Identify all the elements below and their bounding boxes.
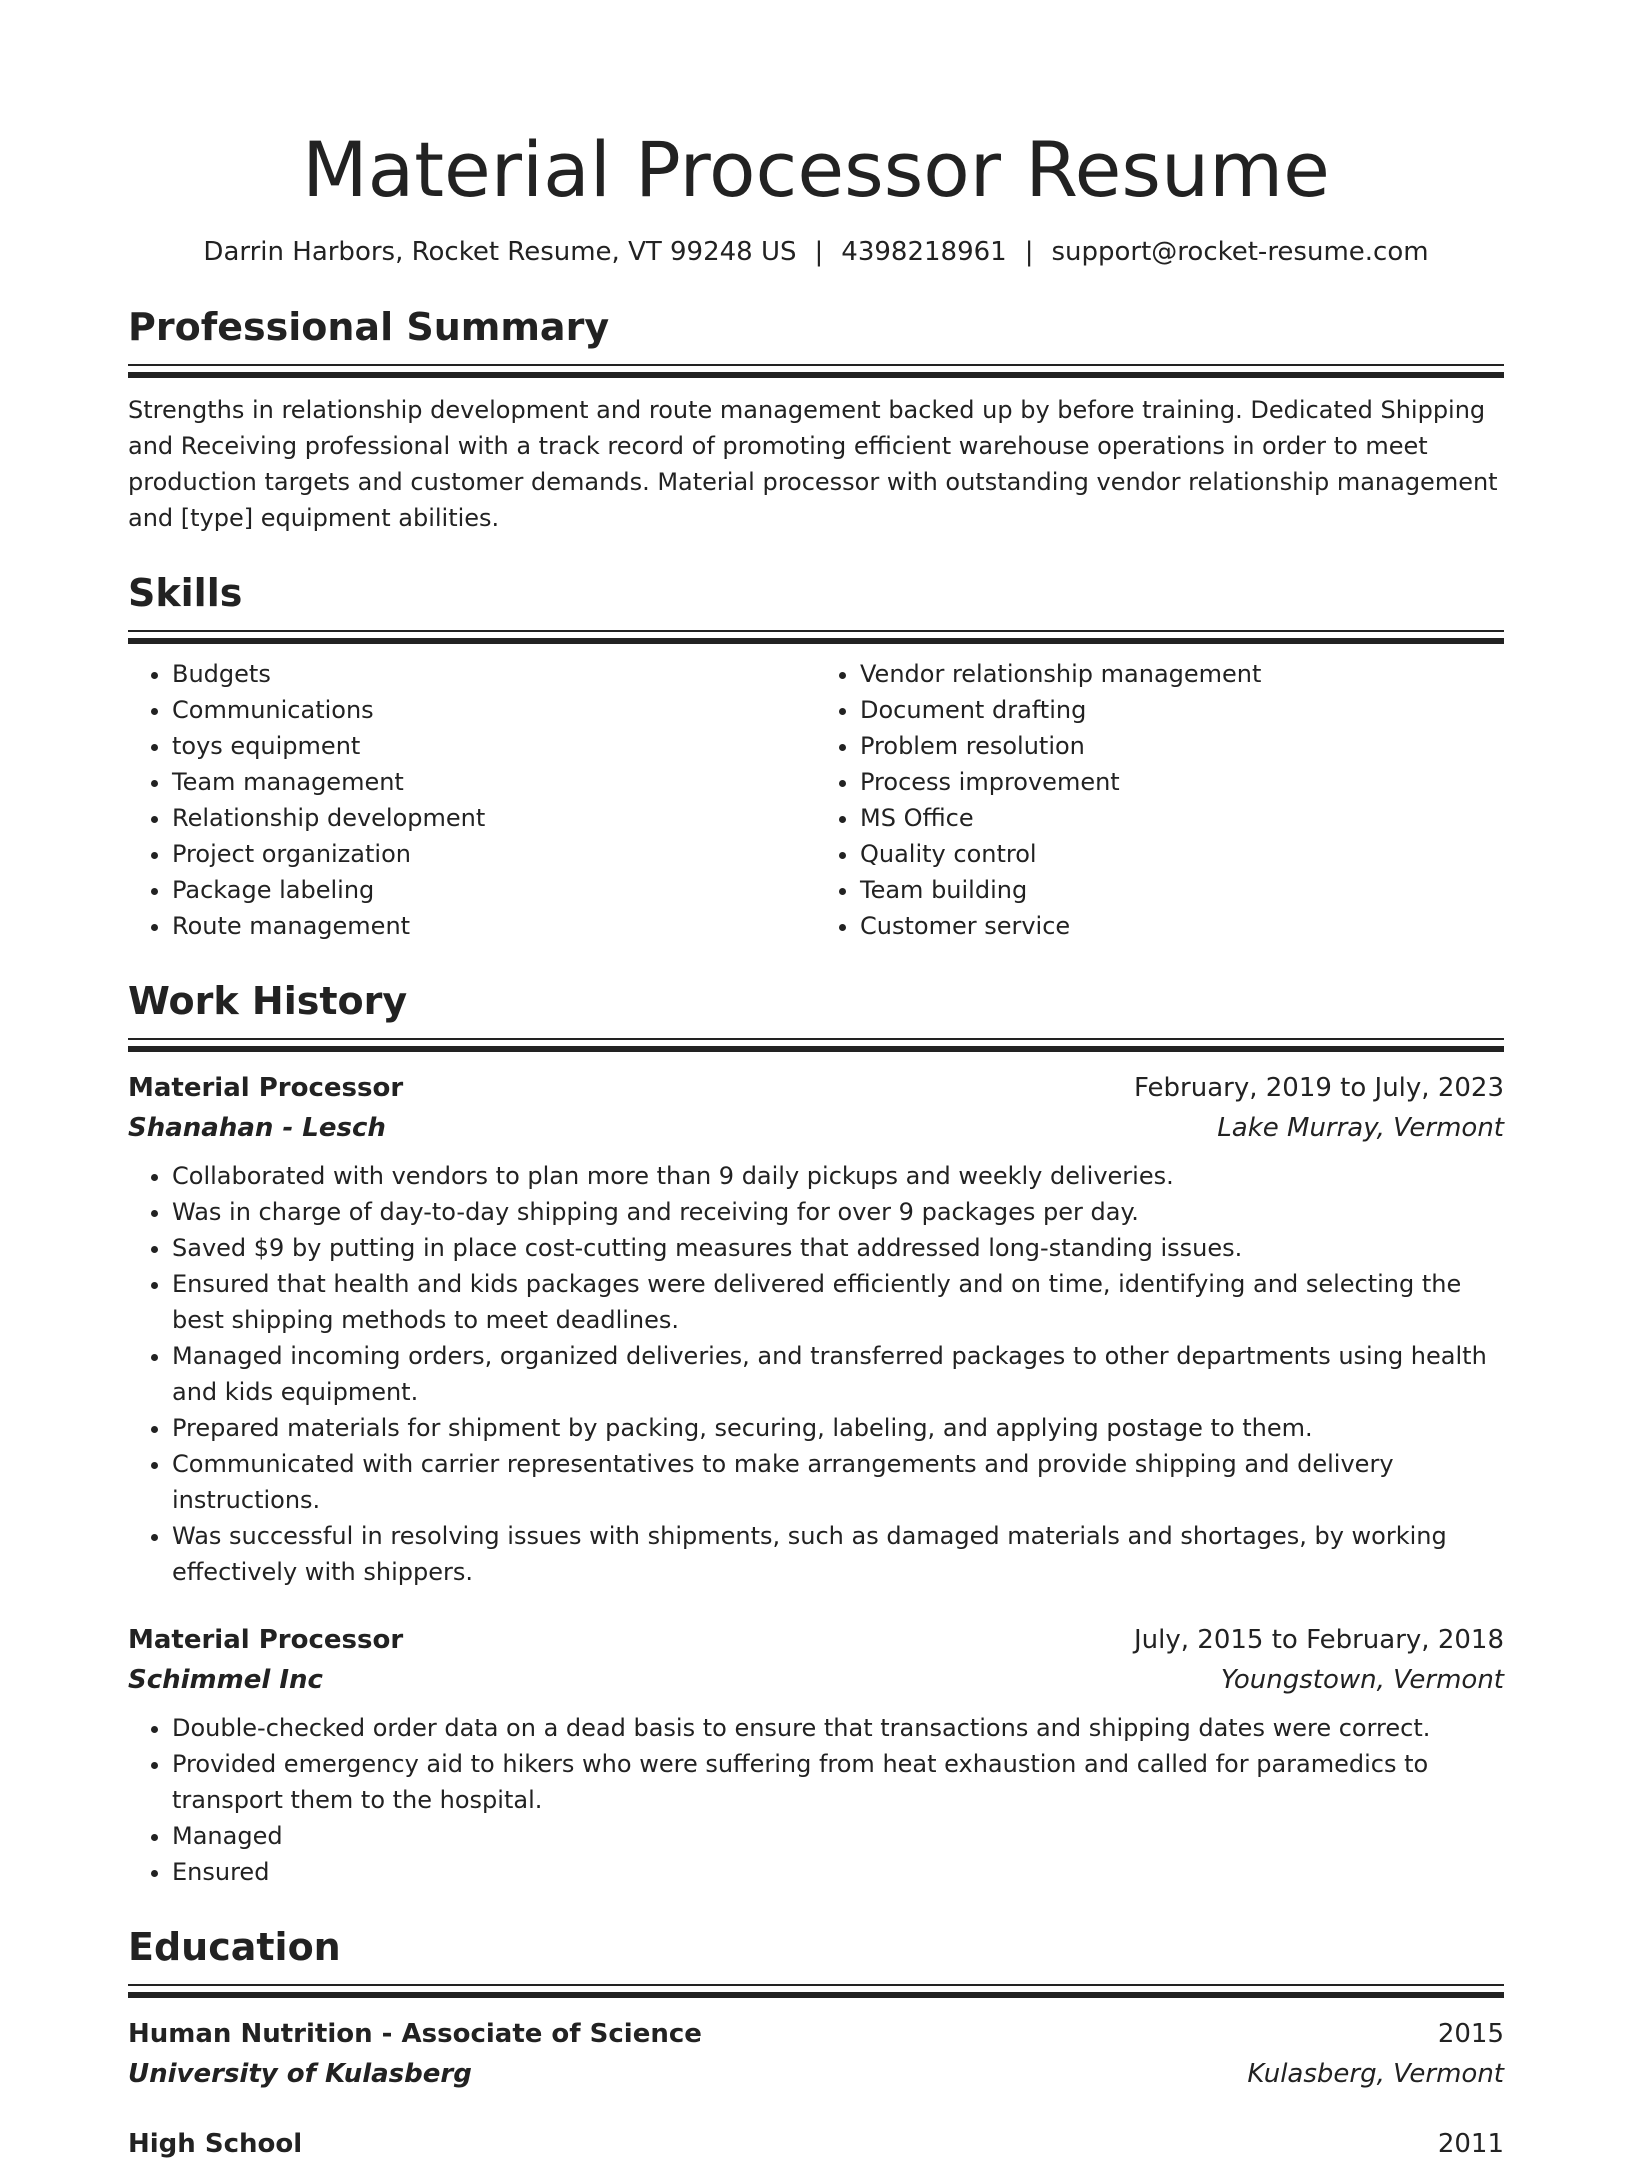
skills-column-right bbox=[816, 656, 1504, 944]
skill-item: • Relationship development bbox=[172, 800, 816, 836]
skill-item: • Document drafting bbox=[860, 692, 1504, 728]
skill-item: • Budgets bbox=[172, 656, 816, 692]
job-bullet: • Double-checked order data on a dead basis to ensure that transactions and shipping dates were correct. bbox=[172, 1710, 1504, 1746]
resume-title: Material Processor Resume bbox=[302, 125, 1330, 214]
skill-item: • Vendor relationship management bbox=[860, 656, 1504, 692]
contact-email: support@rocket-resume.com bbox=[1051, 237, 1429, 267]
job-bullet: • Provided emergency aid to hikers who were suffering from heat exhaustion and called for paramedics to transport them to the hospital. bbox=[172, 1746, 1504, 1818]
skill-item: • toys equipment bbox=[172, 728, 816, 764]
contact-separator: | bbox=[814, 237, 824, 267]
skill-item: • Communications bbox=[172, 692, 816, 728]
job-dates: February, 2019 to July, 2023 bbox=[1134, 1073, 1504, 1103]
education-degree: High School bbox=[128, 2129, 303, 2159]
job-entry bbox=[128, 1620, 1504, 1890]
job-bullet: • Saved $9 by putting in place cost-cutting measures that addressed long-standing issues. bbox=[172, 1230, 1504, 1266]
education-heading: Education bbox=[128, 1925, 341, 1969]
summary-text: Strengths in relationship development and route management backed up by before training. Dedicated Shipping and Receiving professional with a track record of promoting efficient warehouse operations in order to meet production targets and customer demands. Material processor with outstanding vendor relationship management and [type] equipment abilities. bbox=[128, 396, 1498, 532]
work-history-heading: Work History bbox=[128, 979, 408, 1023]
skill-item: • Team building bbox=[860, 872, 1504, 908]
job-bullet: • Managed bbox=[172, 1818, 1504, 1854]
skill-item: • Problem resolution bbox=[860, 728, 1504, 764]
skill-item: • Customer service bbox=[860, 908, 1504, 944]
contact-line bbox=[128, 234, 1504, 270]
job-bullet: • Ensured that health and kids packages were delivered efficiently and on time, identifying and selecting the best shipping methods to meet deadlines. bbox=[172, 1266, 1504, 1338]
education-degree: Human Nutrition - Associate of Science bbox=[128, 2019, 702, 2049]
job-bullet: • Collaborated with vendors to plan more than 9 daily pickups and weekly deliveries. bbox=[172, 1158, 1504, 1194]
skill-item: • Team management bbox=[172, 764, 816, 800]
contact-phone: 4398218961 bbox=[841, 237, 1007, 267]
skill-item: • Package labeling bbox=[172, 872, 816, 908]
skill-item: • Route management bbox=[172, 908, 816, 944]
job-bullet: • Prepared materials for shipment by packing, securing, labeling, and applying postage to them. bbox=[172, 1410, 1504, 1446]
education-entry bbox=[128, 2014, 1504, 2094]
job-company: Shanahan - Lesch bbox=[128, 1113, 386, 1143]
job-bullet: • Managed incoming orders, organized deliveries, and transferred packages to other departments using health and kids equipment. bbox=[172, 1338, 1504, 1410]
job-company: Schimmel Inc bbox=[128, 1665, 323, 1695]
job-dates: July, 2015 to February, 2018 bbox=[1134, 1625, 1504, 1655]
skill-item: • Process improvement bbox=[860, 764, 1504, 800]
job-bullets bbox=[128, 1710, 1504, 1890]
job-title: Material Processor bbox=[128, 1625, 404, 1655]
education-school: University of Kulasberg bbox=[128, 2059, 472, 2089]
summary-heading: Professional Summary bbox=[128, 305, 610, 349]
job-entry bbox=[128, 1068, 1504, 1590]
job-bullet: • Ensured bbox=[172, 1854, 1504, 1890]
skill-item: • Quality control bbox=[860, 836, 1504, 872]
skills-list bbox=[128, 656, 1504, 944]
skills-heading: Skills bbox=[128, 571, 243, 615]
job-bullet: • Was successful in resolving issues with shipments, such as damaged materials and shortages, by working effectively with shippers. bbox=[172, 1518, 1504, 1590]
skill-item: • MS Office bbox=[860, 800, 1504, 836]
education-year: 2015 bbox=[1437, 2019, 1504, 2049]
education-location: Kulasberg, Vermont bbox=[1247, 2059, 1504, 2089]
job-title: Material Processor bbox=[128, 1073, 404, 1103]
contact-separator: | bbox=[1024, 237, 1034, 267]
job-bullet: • Communicated with carrier representatives to make arrangements and provide shipping and delivery instructions. bbox=[172, 1446, 1504, 1518]
education-entry bbox=[128, 2124, 1504, 2164]
skill-item: • Project organization bbox=[172, 836, 816, 872]
skills-column-left bbox=[128, 656, 816, 944]
section-divider bbox=[128, 1038, 1504, 1052]
job-bullets bbox=[128, 1158, 1504, 1590]
contact-address: Darrin Harbors, Rocket Resume, VT 99248 US bbox=[203, 237, 797, 267]
job-bullet: • Was in charge of day-to-day shipping and receiving for over 9 packages per day. bbox=[172, 1194, 1504, 1230]
job-location: Lake Murray, Vermont bbox=[1217, 1113, 1504, 1143]
education-year: 2011 bbox=[1437, 2129, 1504, 2159]
job-location: Youngstown, Vermont bbox=[1220, 1665, 1504, 1695]
section-divider bbox=[128, 1984, 1504, 1998]
section-divider bbox=[128, 630, 1504, 644]
section-divider bbox=[128, 364, 1504, 378]
